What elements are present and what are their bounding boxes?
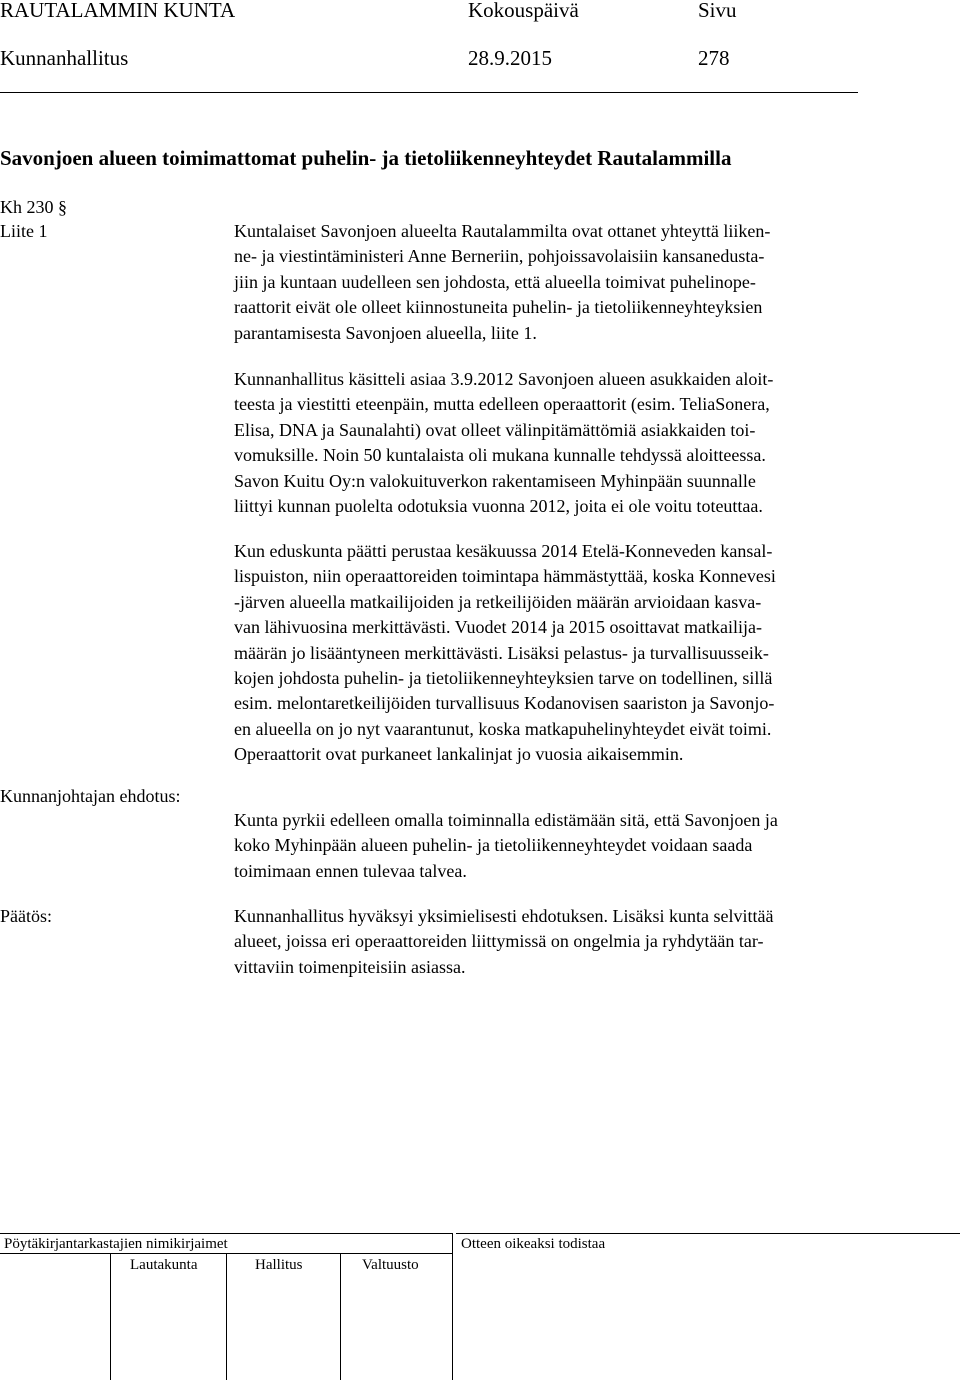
proposal-label: Kunnanjohtajan ehdotus: [0,786,181,806]
footer-col-rule-1 [110,1253,111,1380]
text-line: määrän jo lisääntyneen merkittävästi. Lisäksi pelastus- ja turvallisuusseik- [234,642,769,663]
text-line: Savon Kuitu Oy:n valokuituverkon rakentamiseen Myhinpään suunnalle [234,470,756,491]
text-line: esim. melontaretkeilijöiden turvallisuus Kodanovisen saariston ja Savonjo- [234,693,775,714]
text-line: Kunnanhallitus hyväksyi yksimielisesti ehdotuksen. Lisäksi kunta selvittää [234,906,774,926]
text-line: Kun eduskunta päätti perustaa kesäkuussa 2014 Etelä-Konneveden kansal- [234,541,773,561]
page-label: Sivu [698,0,737,22]
text-line: kojen johdosta puhelin- ja tietoliikenneyhteyksien tarve on todellinen, sillä [234,668,773,689]
paragraph-1 [234,219,894,346]
decision-label: Päätös: [0,906,52,926]
text-line: ne- ja viestintäministeri Anne Berneriin, pohjoissavolaisiin kansanedusta- [234,246,765,267]
text-line: raattorit eivät ole olleet kiinnostuneita puhelin- ja tietoliikenneyhteyksien [234,297,763,318]
text-line: toimimaan ennen tulevaa talvea. [234,860,467,881]
decision-text [234,904,894,980]
text-line: lispuiston, niin operaattoreiden toimintapa hämmästyttää, koska Konnevesi [234,566,776,587]
text-line: liittyi kunnan puolelta odotuksia vuonna 2012, joita ei ole voitu toteuttaa. [234,496,763,517]
footer-top-rule-right [456,1233,960,1234]
text-line: Kuntalaiset Savonjoen alueelta Rautalammilta ovat ottanet yhteyttä liiken- [234,221,771,241]
date-label: Kokouspäivä [468,0,579,22]
lautakunta-label: Lautakunta [130,1257,198,1273]
text-line: alueet, joissa eri operaattoreiden liittymissä on ongelmia ja ryhdytään tar- [234,931,764,952]
footer-col-rule-3 [340,1253,341,1380]
text-line: teesta ja viestitti eteenpäin, mutta edelleen operaattorit (esim. TeliaSonera, [234,394,770,415]
page-title: Savonjoen alueen toimimattomat puhelin- ja tietoliikenneyhteydet Rautalammilla [0,146,732,170]
header-rule [0,92,858,93]
page-number: 278 [698,46,730,70]
text-line: parantamisesta Savonjoen alueella, liite 1. [234,322,537,343]
text-line: Elisa, DNA ja Saunalahti) ovat olleet välinpitämättömiä asiakkaiden toi- [234,419,756,440]
org-name: RAUTALAMMIN KUNTA [0,0,236,22]
body-name: Kunnanhallitus [0,46,129,70]
certified-label: Otteen oikeaksi todistaa [461,1236,606,1252]
proposal-text [234,808,894,884]
paragraph-2 [234,367,894,519]
text-line: van lähivuosina merkittävästi. Vuodet 2014 ja 2015 osoittavat matkailija- [234,617,762,638]
attachment-ref: Liite 1 [0,221,48,241]
text-line: -järven alueella matkailijoiden ja retkeilijöiden määrän arvioidaan kasva- [234,591,762,612]
footer-top-rule [0,1233,452,1234]
text-line: Operaattorit ovat purkaneet lankalinjat jo vuosia aikaisemmin. [234,744,684,765]
footer-col-rule-2 [226,1253,227,1380]
text-line: Kunnanhallitus käsitteli asiaa 3.9.2012 Savonjoen alueen asukkaiden aloit- [234,369,774,389]
text-line: koko Myhinpään alueen puhelin- ja tietoliikenneyhteydet voidaan saada [234,835,753,856]
valtuusto-label: Valtuusto [362,1257,419,1273]
hallitus-label: Hallitus [255,1257,303,1273]
signatures-label: Pöytäkirjantarkastajien nimikirjaimet [4,1236,228,1252]
text-line: vittaviin toimenpiteisiin asiassa. [234,956,466,977]
section-number: Kh 230 § [0,197,67,217]
text-line: Kunta pyrkii edelleen omalla toiminnalla edistämään sitä, että Savonjoen ja [234,810,778,830]
text-line: jiin ja kuntaan uudelleen sen johdosta, että alueella toimivat puhelinope- [234,271,756,292]
text-line: en alueella on jo nyt vaarantunut, koska matkapuhelinyhteydet eivät toimi. [234,718,772,739]
text-line: vomuksille. Noin 50 kuntalaista oli mukana kunnalle tehdyssä aloitteessa. [234,445,766,466]
footer-divider [452,1233,453,1380]
meeting-date: 28.9.2015 [468,46,552,70]
paragraph-3 [234,539,894,768]
